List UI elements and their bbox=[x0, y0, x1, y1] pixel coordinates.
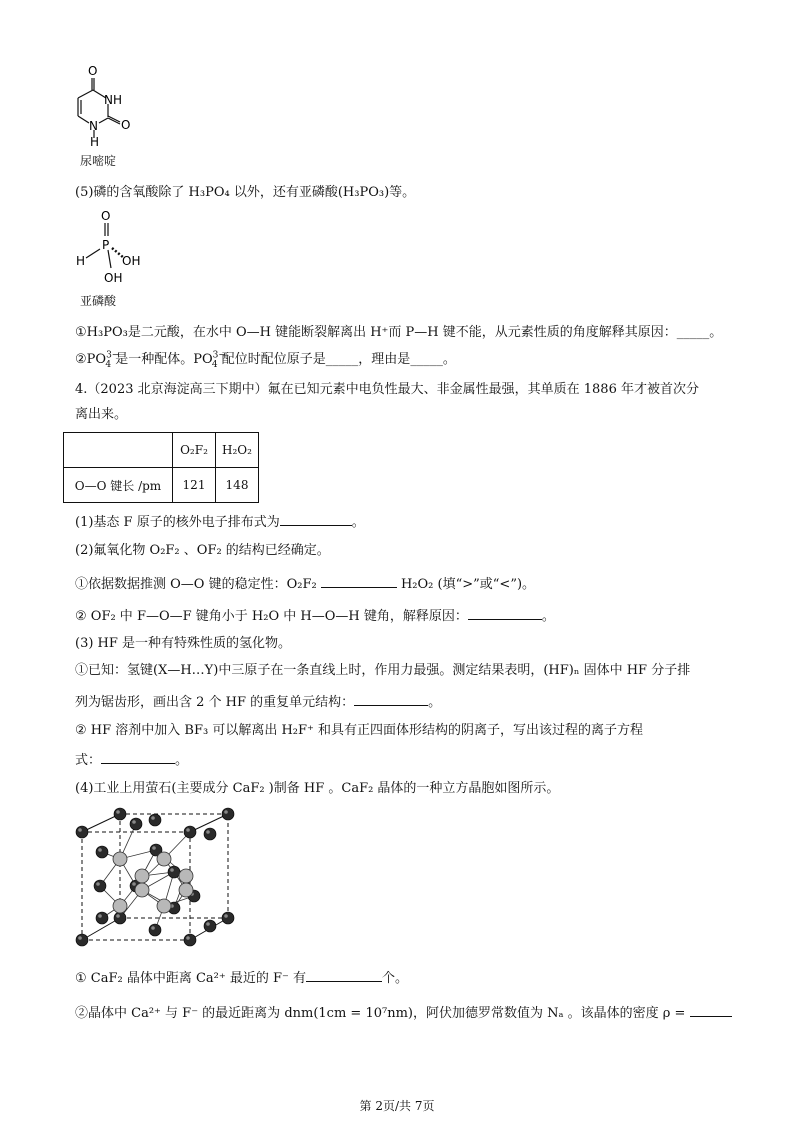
q5-intro: (5)磷的含氧酸除了 H₃PO₄ 以外，还有亚磷酸(H₃PO₃)等。 bbox=[75, 185, 416, 200]
q2: (2)氟氧化物 O₂F₂ 、OF₂ 的结构已经确定。 bbox=[75, 543, 330, 558]
q1 bbox=[75, 512, 365, 532]
q2-2-blank[interactable] bbox=[468, 606, 542, 620]
q2-1-blank[interactable] bbox=[321, 574, 397, 588]
dark-ion bbox=[184, 826, 196, 838]
ion-highlight bbox=[224, 810, 228, 814]
table-header-h2o2: H₂O₂ bbox=[216, 433, 259, 468]
q5-2 bbox=[75, 351, 456, 369]
gray-ion bbox=[113, 852, 127, 866]
pa-atom-p: P bbox=[102, 238, 110, 252]
gray-ion bbox=[157, 899, 171, 913]
ion-highlight bbox=[78, 828, 82, 832]
ion-highlight bbox=[151, 816, 155, 820]
table-cell-empty bbox=[64, 433, 173, 468]
table-value-o2f2: 121 bbox=[173, 468, 216, 503]
ion-highlight bbox=[132, 820, 136, 824]
dark-ion bbox=[204, 920, 216, 932]
q5-2-end: 。 bbox=[442, 352, 456, 367]
dark-ion bbox=[222, 912, 234, 924]
dark-ion bbox=[130, 818, 142, 830]
dark-ion bbox=[94, 880, 106, 892]
po4-charge-1: 3− bbox=[106, 350, 120, 361]
q4-2-blank[interactable] bbox=[690, 1003, 732, 1017]
uracil-atom-nh-top: NH bbox=[104, 93, 122, 107]
q5-2-d: ，理由是 bbox=[358, 352, 411, 367]
q2-2-end: 。 bbox=[541, 609, 555, 624]
pa-atom-h: H bbox=[76, 254, 86, 268]
q5-1 bbox=[75, 324, 722, 342]
pa-atom-o: O bbox=[101, 209, 111, 223]
gray-ion bbox=[157, 852, 171, 866]
q5-1-blank[interactable]: _____ bbox=[676, 325, 710, 340]
dark-ion bbox=[114, 912, 126, 924]
q4-1-b: 个。 bbox=[382, 971, 409, 986]
q4-1 bbox=[75, 968, 408, 988]
uracil-atom-n: N bbox=[89, 119, 98, 133]
q5-1-text: ①H₃PO₃是二元酸，在水中 O—H 键能断裂解离出 H⁺而 P—H 键不能，从元素性质的角度解释其原因： bbox=[75, 325, 677, 340]
ion-highlight bbox=[152, 846, 156, 850]
uracil-structure bbox=[70, 62, 150, 147]
phosphorous-acid-structure bbox=[72, 206, 162, 286]
table-row bbox=[64, 468, 259, 503]
pa-atom-oh-right: OH bbox=[122, 254, 141, 268]
uracil-atom-h: H bbox=[90, 135, 100, 147]
caf2-unit-cell-diagram bbox=[72, 806, 242, 958]
q3-1-b bbox=[75, 692, 441, 712]
q3-2-b bbox=[75, 750, 188, 770]
q3: (3) HF 是一种有特殊性质的氢化物。 bbox=[75, 636, 292, 651]
bond-length-table bbox=[63, 432, 259, 503]
ion-highlight bbox=[186, 936, 190, 940]
q4-2 bbox=[75, 1003, 732, 1023]
gray-ion bbox=[135, 883, 149, 897]
ion-highlight bbox=[116, 914, 120, 918]
q3-1-blank[interactable] bbox=[354, 692, 428, 706]
dark-ion bbox=[204, 828, 216, 840]
dark-ion bbox=[96, 912, 108, 924]
ion-highlight bbox=[96, 882, 100, 886]
q3-2-b-text: 式： bbox=[75, 753, 102, 768]
q4-1-a: ① CaF₂ 晶体中距离 Ca²⁺ 最近的 F⁻ 有 bbox=[75, 971, 307, 986]
q5-2-blank-1[interactable]: _____ bbox=[325, 352, 359, 367]
q5-2-blank-2[interactable]: _____ bbox=[410, 352, 443, 367]
q2-1-b: H₂O₂ (填“>”或“<”)。 bbox=[400, 577, 536, 592]
po4-sub-2: 4 bbox=[211, 359, 218, 370]
q1-end: 。 bbox=[351, 515, 365, 530]
gray-ion bbox=[113, 899, 127, 913]
dark-ion bbox=[222, 808, 234, 820]
dark-ion bbox=[96, 846, 108, 858]
ion-highlight bbox=[116, 810, 120, 814]
q3-1-a: ①已知：氢键(X—H…Y)中三原子在一条直线上时，作用力最强。测定结果表明，(HF)ₙ 固体中 HF 分子排 bbox=[75, 663, 691, 678]
ion-highlight bbox=[132, 882, 136, 886]
ion-highlight bbox=[170, 868, 174, 872]
dark-ion bbox=[168, 866, 180, 878]
dark-ion bbox=[149, 924, 161, 936]
dark-ion bbox=[76, 826, 88, 838]
gray-ion bbox=[179, 869, 193, 883]
ion-highlight bbox=[98, 848, 102, 852]
q2-2-text: ② OF₂ 中 F—O—F 键角小于 H₂O 中 H—O—H 键角，解释原因： bbox=[75, 609, 468, 624]
pa-atom-oh-bottom: OH bbox=[104, 271, 123, 285]
gray-ion bbox=[179, 883, 193, 897]
q5-2-a: ②PO bbox=[75, 352, 107, 367]
uracil-atom-o-right: O bbox=[121, 118, 131, 132]
q5-2-c: 配位时配位原子是 bbox=[221, 352, 326, 367]
cell-edge bbox=[82, 814, 120, 832]
q3-1-end: 。 bbox=[428, 695, 442, 710]
ion-highlight bbox=[151, 926, 155, 930]
po4-charge-2: 3− bbox=[212, 350, 226, 361]
q2-2 bbox=[75, 606, 555, 626]
ion-highlight bbox=[224, 914, 228, 918]
table-row-label: O—O 键长 /pm bbox=[64, 468, 173, 503]
q5-2-b: 是一种配体。PO bbox=[115, 352, 213, 367]
ion-highlight bbox=[186, 828, 190, 832]
q4: (4)工业上用萤石(主要成分 CaF₂ )制备 HF 。CaF₂ 晶体的一种立方晶胞如图所示。 bbox=[75, 781, 560, 796]
dark-ion bbox=[114, 808, 126, 820]
q2-1-a: ①依据数据推测 O—O 键的稳定性：O₂F₂ bbox=[75, 577, 317, 592]
phosphorous-acid-caption: 亚磷酸 bbox=[80, 294, 117, 308]
q1-blank[interactable] bbox=[280, 512, 352, 526]
q3-1-b-text: 列为锯齿形，画出含 2 个 HF 的重复单元结构： bbox=[75, 695, 355, 710]
ion-highlight bbox=[98, 914, 102, 918]
q1-text: (1)基态 F 原子的核外电子排布式为 bbox=[75, 515, 280, 530]
q4-2-text: ②晶体中 Ca²⁺ 与 F⁻ 的最近距离为 dnm(1cm = 10⁷nm)，阿伏加德罗常数值为 Nₐ 。该晶体的密度 ρ = bbox=[75, 1006, 686, 1021]
q3-2-a: ② HF 溶剂中加入 BF₃ 可以解离出 H₂F⁺ 和具有正四面体形结构的阴离子，写出该过程的离子方程 bbox=[75, 723, 644, 738]
page-footer: 第 2页/共 7页 bbox=[359, 1099, 435, 1113]
table-value-h2o2: 148 bbox=[216, 468, 259, 503]
table-header-o2f2: O₂F₂ bbox=[173, 433, 216, 468]
dark-ion bbox=[149, 814, 161, 826]
gray-ion bbox=[135, 869, 149, 883]
q2-1 bbox=[75, 574, 535, 594]
po4-sub-1: 4 bbox=[105, 359, 112, 370]
q3-2-blank[interactable] bbox=[101, 750, 175, 764]
uracil-caption: 尿嘧啶 bbox=[80, 154, 117, 168]
ion-highlight bbox=[78, 936, 82, 940]
q5-1-end: 。 bbox=[709, 325, 723, 340]
q4-1-blank[interactable] bbox=[306, 968, 382, 982]
ion-highlight bbox=[206, 922, 210, 926]
q4-intro-1: 4.（2023 北京海淀高三下期中）氟在已知元素中电负性最大、非金属性最强，其单质在 1886 年才被首次分 bbox=[75, 382, 699, 397]
q3-2-end: 。 bbox=[175, 753, 189, 768]
table-row bbox=[64, 433, 259, 468]
uracil-atom-o-top: O bbox=[88, 64, 98, 78]
dark-ion bbox=[76, 934, 88, 946]
ion-highlight bbox=[206, 830, 210, 834]
q4-intro-2: 离出来。 bbox=[75, 407, 128, 422]
dark-ion bbox=[184, 934, 196, 946]
